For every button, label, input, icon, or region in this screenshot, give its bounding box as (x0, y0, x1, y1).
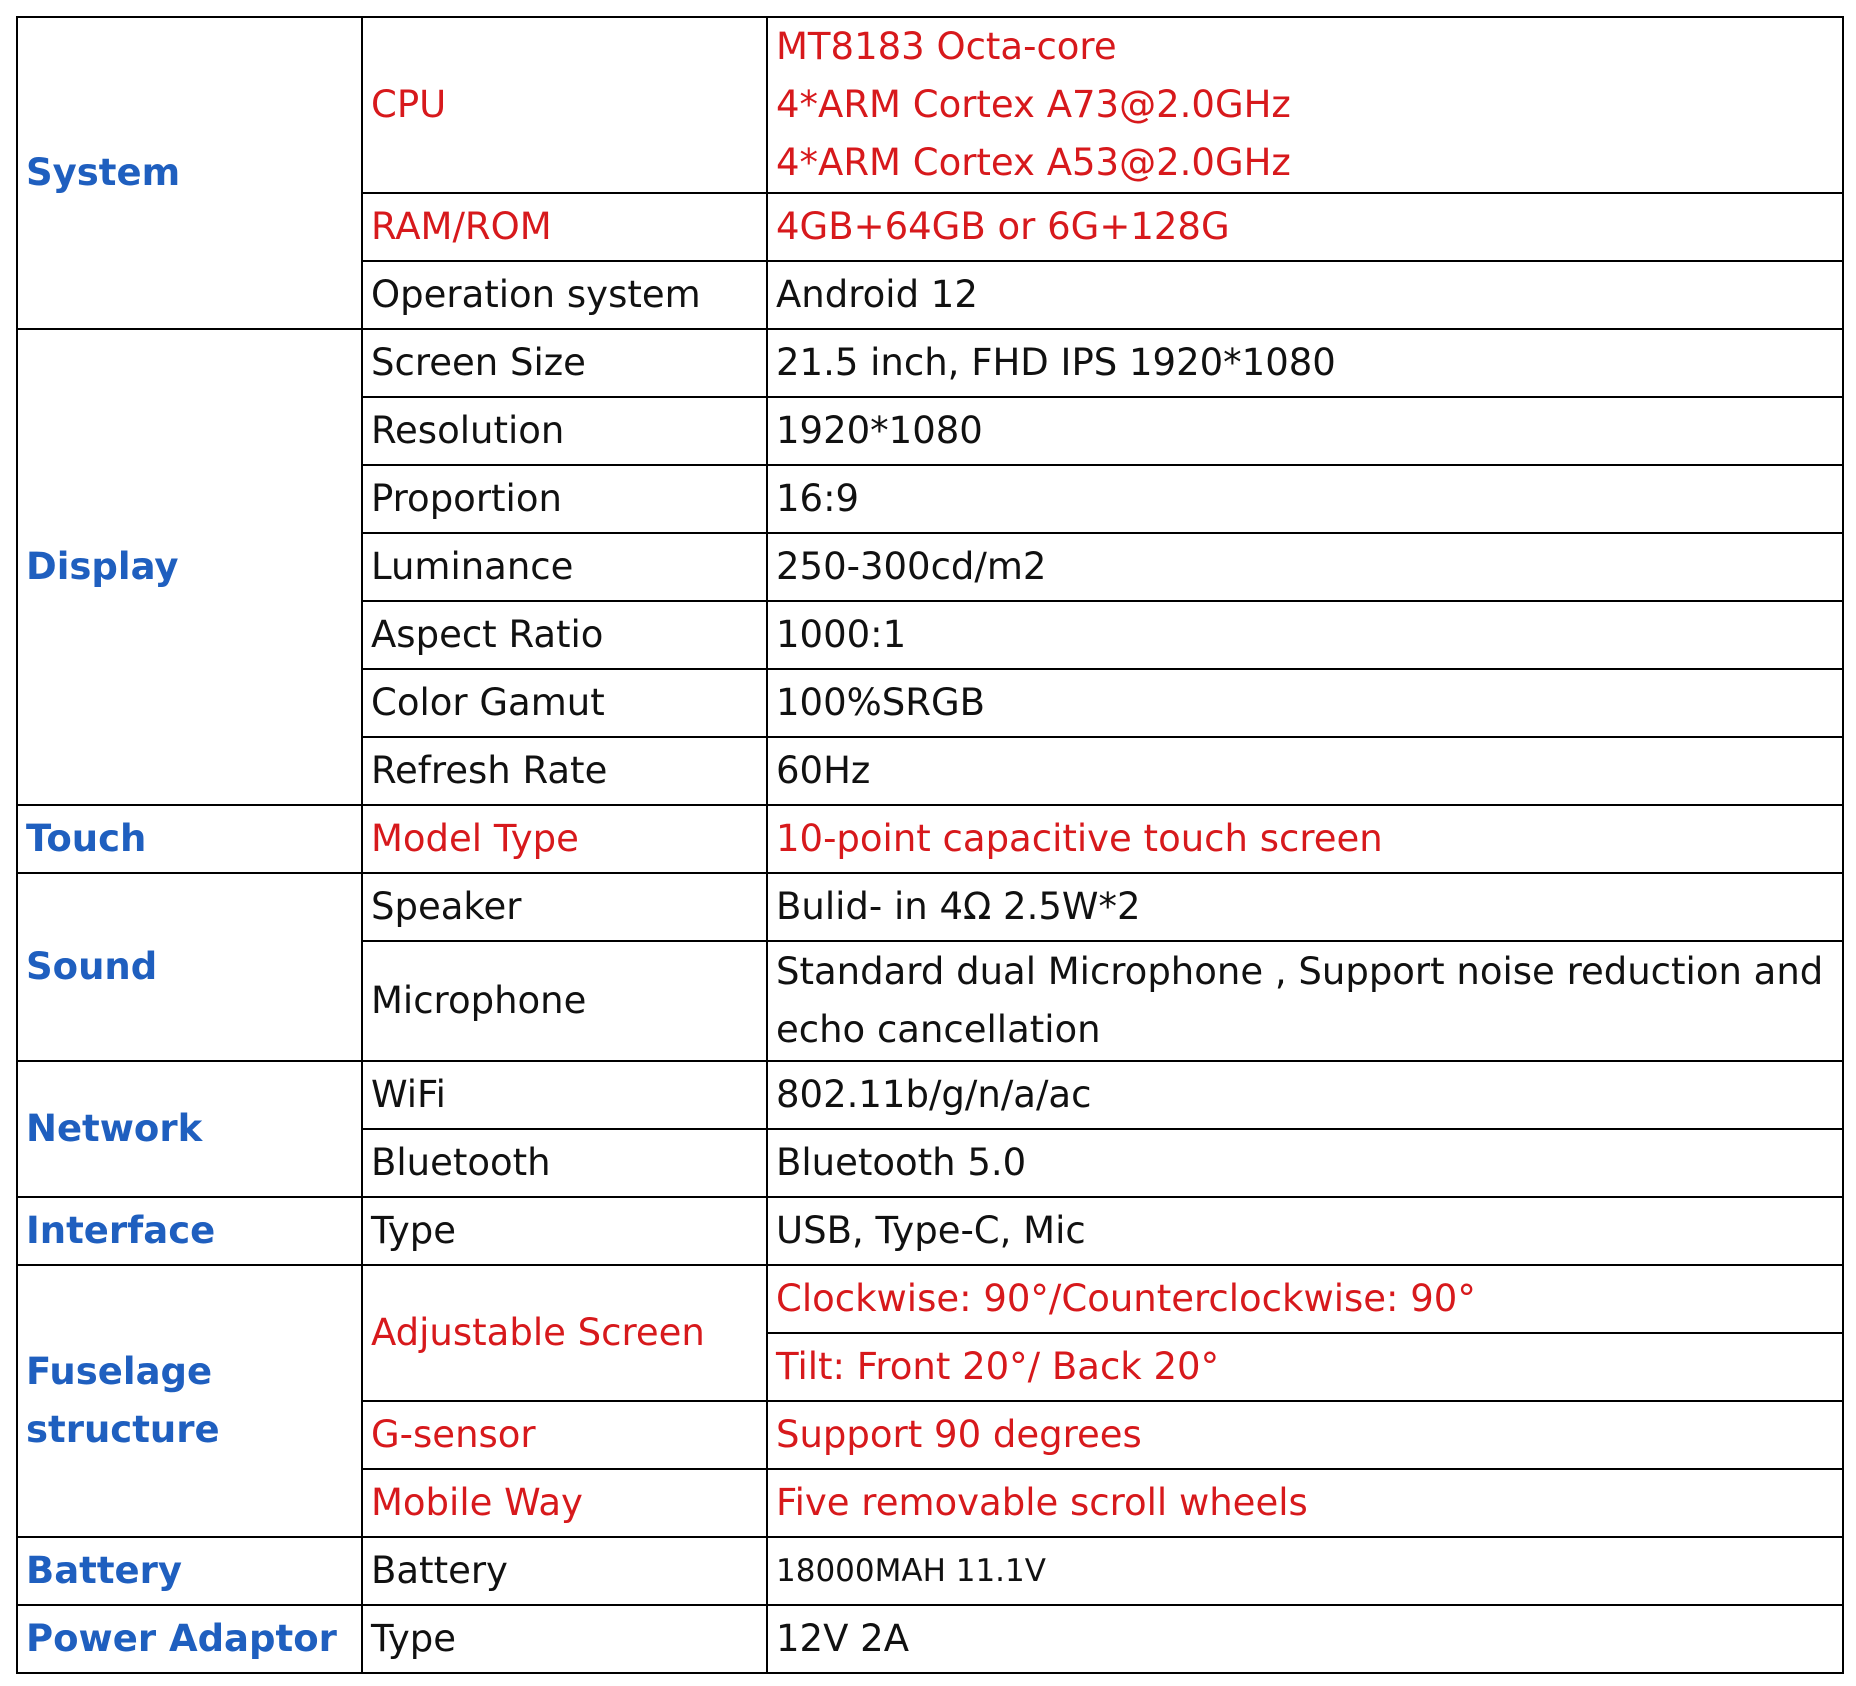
spec-value-ram-rom: 4GB+64GB or 6G+128G (767, 193, 1843, 261)
spec-value-microphone: Standard dual Microphone , Support noise reduction and echo cancellation (767, 941, 1843, 1061)
spec-value-interface-type: USB, Type-C, Mic (767, 1197, 1843, 1265)
spec-value-os: Android 12 (767, 261, 1843, 329)
spec-value-screen-size: 21.5 inch, FHD IPS 1920*1080 (767, 329, 1843, 397)
spec-value-mobile-way: Five removable scroll wheels (767, 1469, 1843, 1537)
spec-name-interface-type: Type (362, 1197, 767, 1265)
fuselage-label-line-1: Fuselage (26, 1350, 213, 1393)
table-row (17, 1197, 1843, 1265)
table-row (17, 1537, 1843, 1605)
spec-value-battery: 18000MAH 11.1V (767, 1537, 1843, 1605)
spec-name-wifi: WiFi (362, 1061, 767, 1129)
spec-name-aspect-ratio: Aspect Ratio (362, 601, 767, 669)
spec-name-os: Operation system (362, 261, 767, 329)
spec-name-adjustable-screen: Adjustable Screen (362, 1265, 767, 1401)
spec-name-adaptor-type: Type (362, 1605, 767, 1673)
spec-value-cpu (767, 17, 1843, 193)
table-row (17, 17, 1843, 193)
spec-name-refresh-rate: Refresh Rate (362, 737, 767, 805)
spec-name-model-type: Model Type (362, 805, 767, 873)
spec-name-battery: Battery (362, 1537, 767, 1605)
spec-value-resolution: 1920*1080 (767, 397, 1843, 465)
cpu-line-1: MT8183 Octa-core (776, 25, 1117, 68)
spec-name-ram-rom: RAM/ROM (362, 193, 767, 261)
category-battery: Battery (17, 1537, 362, 1605)
category-fuselage-structure (17, 1265, 362, 1537)
spec-name-mobile-way: Mobile Way (362, 1469, 767, 1537)
category-system: System (17, 17, 362, 329)
spec-value-wifi: 802.11b/g/n/a/ac (767, 1061, 1843, 1129)
spec-name-cpu: CPU (362, 17, 767, 193)
spec-name-color-gamut: Color Gamut (362, 669, 767, 737)
category-interface: Interface (17, 1197, 362, 1265)
table-row (17, 1265, 1843, 1333)
spec-name-bluetooth: Bluetooth (362, 1129, 767, 1197)
spec-value-proportion: 16:9 (767, 465, 1843, 533)
table-row (17, 805, 1843, 873)
cpu-line-3: 4*ARM Cortex A53@2.0GHz (776, 141, 1291, 184)
table-row (17, 1061, 1843, 1129)
table-row (17, 873, 1843, 941)
spec-value-aspect-ratio: 1000:1 (767, 601, 1843, 669)
category-display: Display (17, 329, 362, 805)
category-network: Network (17, 1061, 362, 1197)
category-sound: Sound (17, 873, 362, 1061)
spec-value-speaker: Bulid- in 4Ω 2.5W*2 (767, 873, 1843, 941)
table-row (17, 329, 1843, 397)
table-row (17, 1605, 1843, 1673)
spec-name-g-sensor: G-sensor (362, 1401, 767, 1469)
spec-value-g-sensor: Support 90 degrees (767, 1401, 1843, 1469)
spec-value-rotation: Clockwise: 90°/Counterclockwise: 90° (767, 1265, 1843, 1333)
spec-value-adaptor-type: 12V 2A (767, 1605, 1843, 1673)
spec-name-microphone: Microphone (362, 941, 767, 1061)
spec-value-bluetooth: Bluetooth 5.0 (767, 1129, 1843, 1197)
spec-value-refresh-rate: 60Hz (767, 737, 1843, 805)
spec-name-screen-size: Screen Size (362, 329, 767, 397)
spec-value-tilt: Tilt: Front 20°/ Back 20° (767, 1333, 1843, 1401)
spec-name-proportion: Proportion (362, 465, 767, 533)
spec-value-luminance: 250-300cd/m2 (767, 533, 1843, 601)
fuselage-label-line-2: structure (26, 1408, 220, 1451)
cpu-line-2: 4*ARM Cortex A73@2.0GHz (776, 83, 1291, 126)
category-power-adaptor: Power Adaptor (17, 1605, 362, 1673)
spec-value-color-gamut: 100%SRGB (767, 669, 1843, 737)
spec-table (16, 16, 1844, 1674)
spec-name-resolution: Resolution (362, 397, 767, 465)
spec-name-luminance: Luminance (362, 533, 767, 601)
category-touch: Touch (17, 805, 362, 873)
spec-value-model-type: 10-point capacitive touch screen (767, 805, 1843, 873)
spec-name-speaker: Speaker (362, 873, 767, 941)
